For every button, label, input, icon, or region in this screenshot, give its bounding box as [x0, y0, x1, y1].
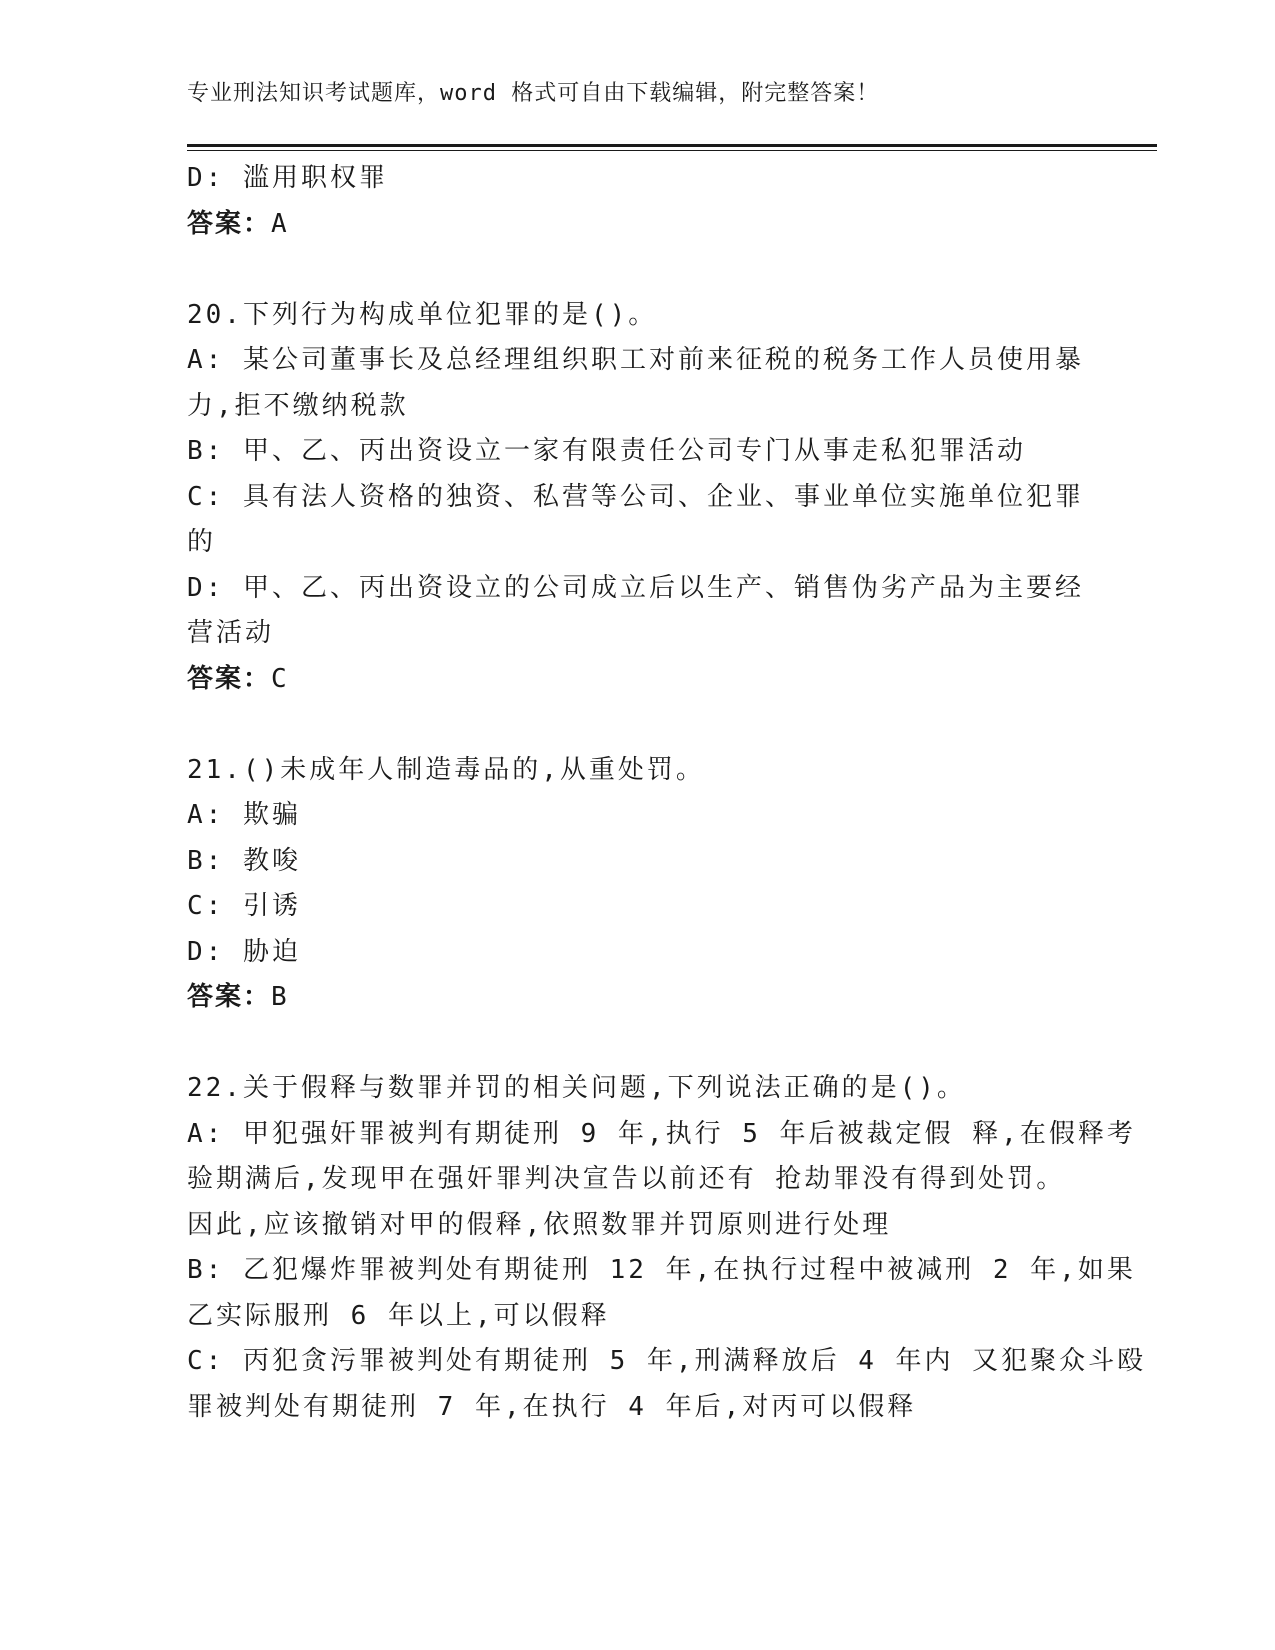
header-rule-thin [187, 150, 1157, 151]
answer-value: B [271, 982, 289, 1012]
q21-option-a: A: 欺骗 [187, 800, 301, 830]
answer-value: C [271, 663, 289, 694]
answer-label: 答案： [187, 663, 272, 694]
q22-option-b-cont: 乙实际服刑 6 年以上,可以假释 [187, 1300, 610, 1331]
q20-option-b: B: 甲、乙、丙出资设立一家有限责任公司专门从事走私犯罪活动 [187, 436, 1026, 466]
q20-option-a-cont: 力,拒不缴纳税款 [187, 390, 409, 421]
q20-stem: 20.下列行为构成单位犯罪的是()。 [187, 299, 658, 330]
q22-option-c-cont: 罪被判处有期徒刑 7 年,在执行 4 年后,对丙可以假释 [187, 1391, 917, 1422]
q21-option-b: B: 教唆 [187, 845, 301, 876]
q21-answer [187, 975, 1067, 1021]
q21-option-c: C: 引诱 [187, 891, 301, 921]
q21-option-d: D: 胁迫 [187, 936, 301, 967]
q19-option-d: D: 滥用职权罪 [187, 163, 388, 193]
q22-option-a-cont: 因此,应该撤销对甲的假释,依照数罪并罚原则进行处理 [187, 1209, 892, 1240]
spacer [187, 702, 1067, 748]
q20-option-a: A: 某公司董事长及总经理组织职工对前来征税的税务工作人员使用暴 [187, 345, 1084, 375]
answer-value: A [271, 208, 289, 239]
answer-label: 答案： [187, 208, 272, 239]
q20-option-d: D: 甲、乙、丙出资设立的公司成立后以生产、销售伪劣产品为主要经 [187, 572, 1084, 603]
page-header: 专业刑法知识考试题库，word 格式可自由下载编辑，附完整答案！ [187, 81, 880, 106]
q22-option-a: A: 甲犯强奸罪被判有期徒刑 9 年,执行 5 年后被裁定假 释,在假释考 [187, 1118, 1136, 1149]
q22-stem: 22.关于假释与数罪并罚的相关问题,下列说法正确的是()。 [187, 1073, 966, 1103]
q22-option-c: C: 丙犯贪污罪被判处有期徒刑 5 年,刑满释放后 4 年内 又犯聚众斗殴 [187, 1346, 1147, 1376]
q19-answer [187, 202, 1067, 248]
answer-label: 答案： [187, 982, 272, 1012]
q20-answer [187, 657, 1067, 703]
header-rule-thick [187, 144, 1157, 147]
document-body [187, 156, 1147, 1430]
q21-stem: 21.()未成年人制造毒品的,从重处罚。 [187, 754, 705, 785]
spacer [187, 247, 1067, 293]
spacer [187, 1021, 1067, 1067]
q22-option-b: B: 乙犯爆炸罪被判处有期徒刑 12 年,在执行过程中被减刑 2 年,如果 [187, 1255, 1136, 1285]
q20-option-c-cont: 的 [187, 527, 217, 557]
q20-option-c: C: 具有法人资格的独资、私营等公司、企业、事业单位实施单位犯罪 [187, 481, 1084, 512]
q20-option-d-cont: 营活动 [187, 618, 275, 648]
q22-option-a-cont: 验期满后,发现甲在强奸罪判决宣告以前还有 抢劫罪没有得到处罚。 [187, 1164, 1066, 1194]
